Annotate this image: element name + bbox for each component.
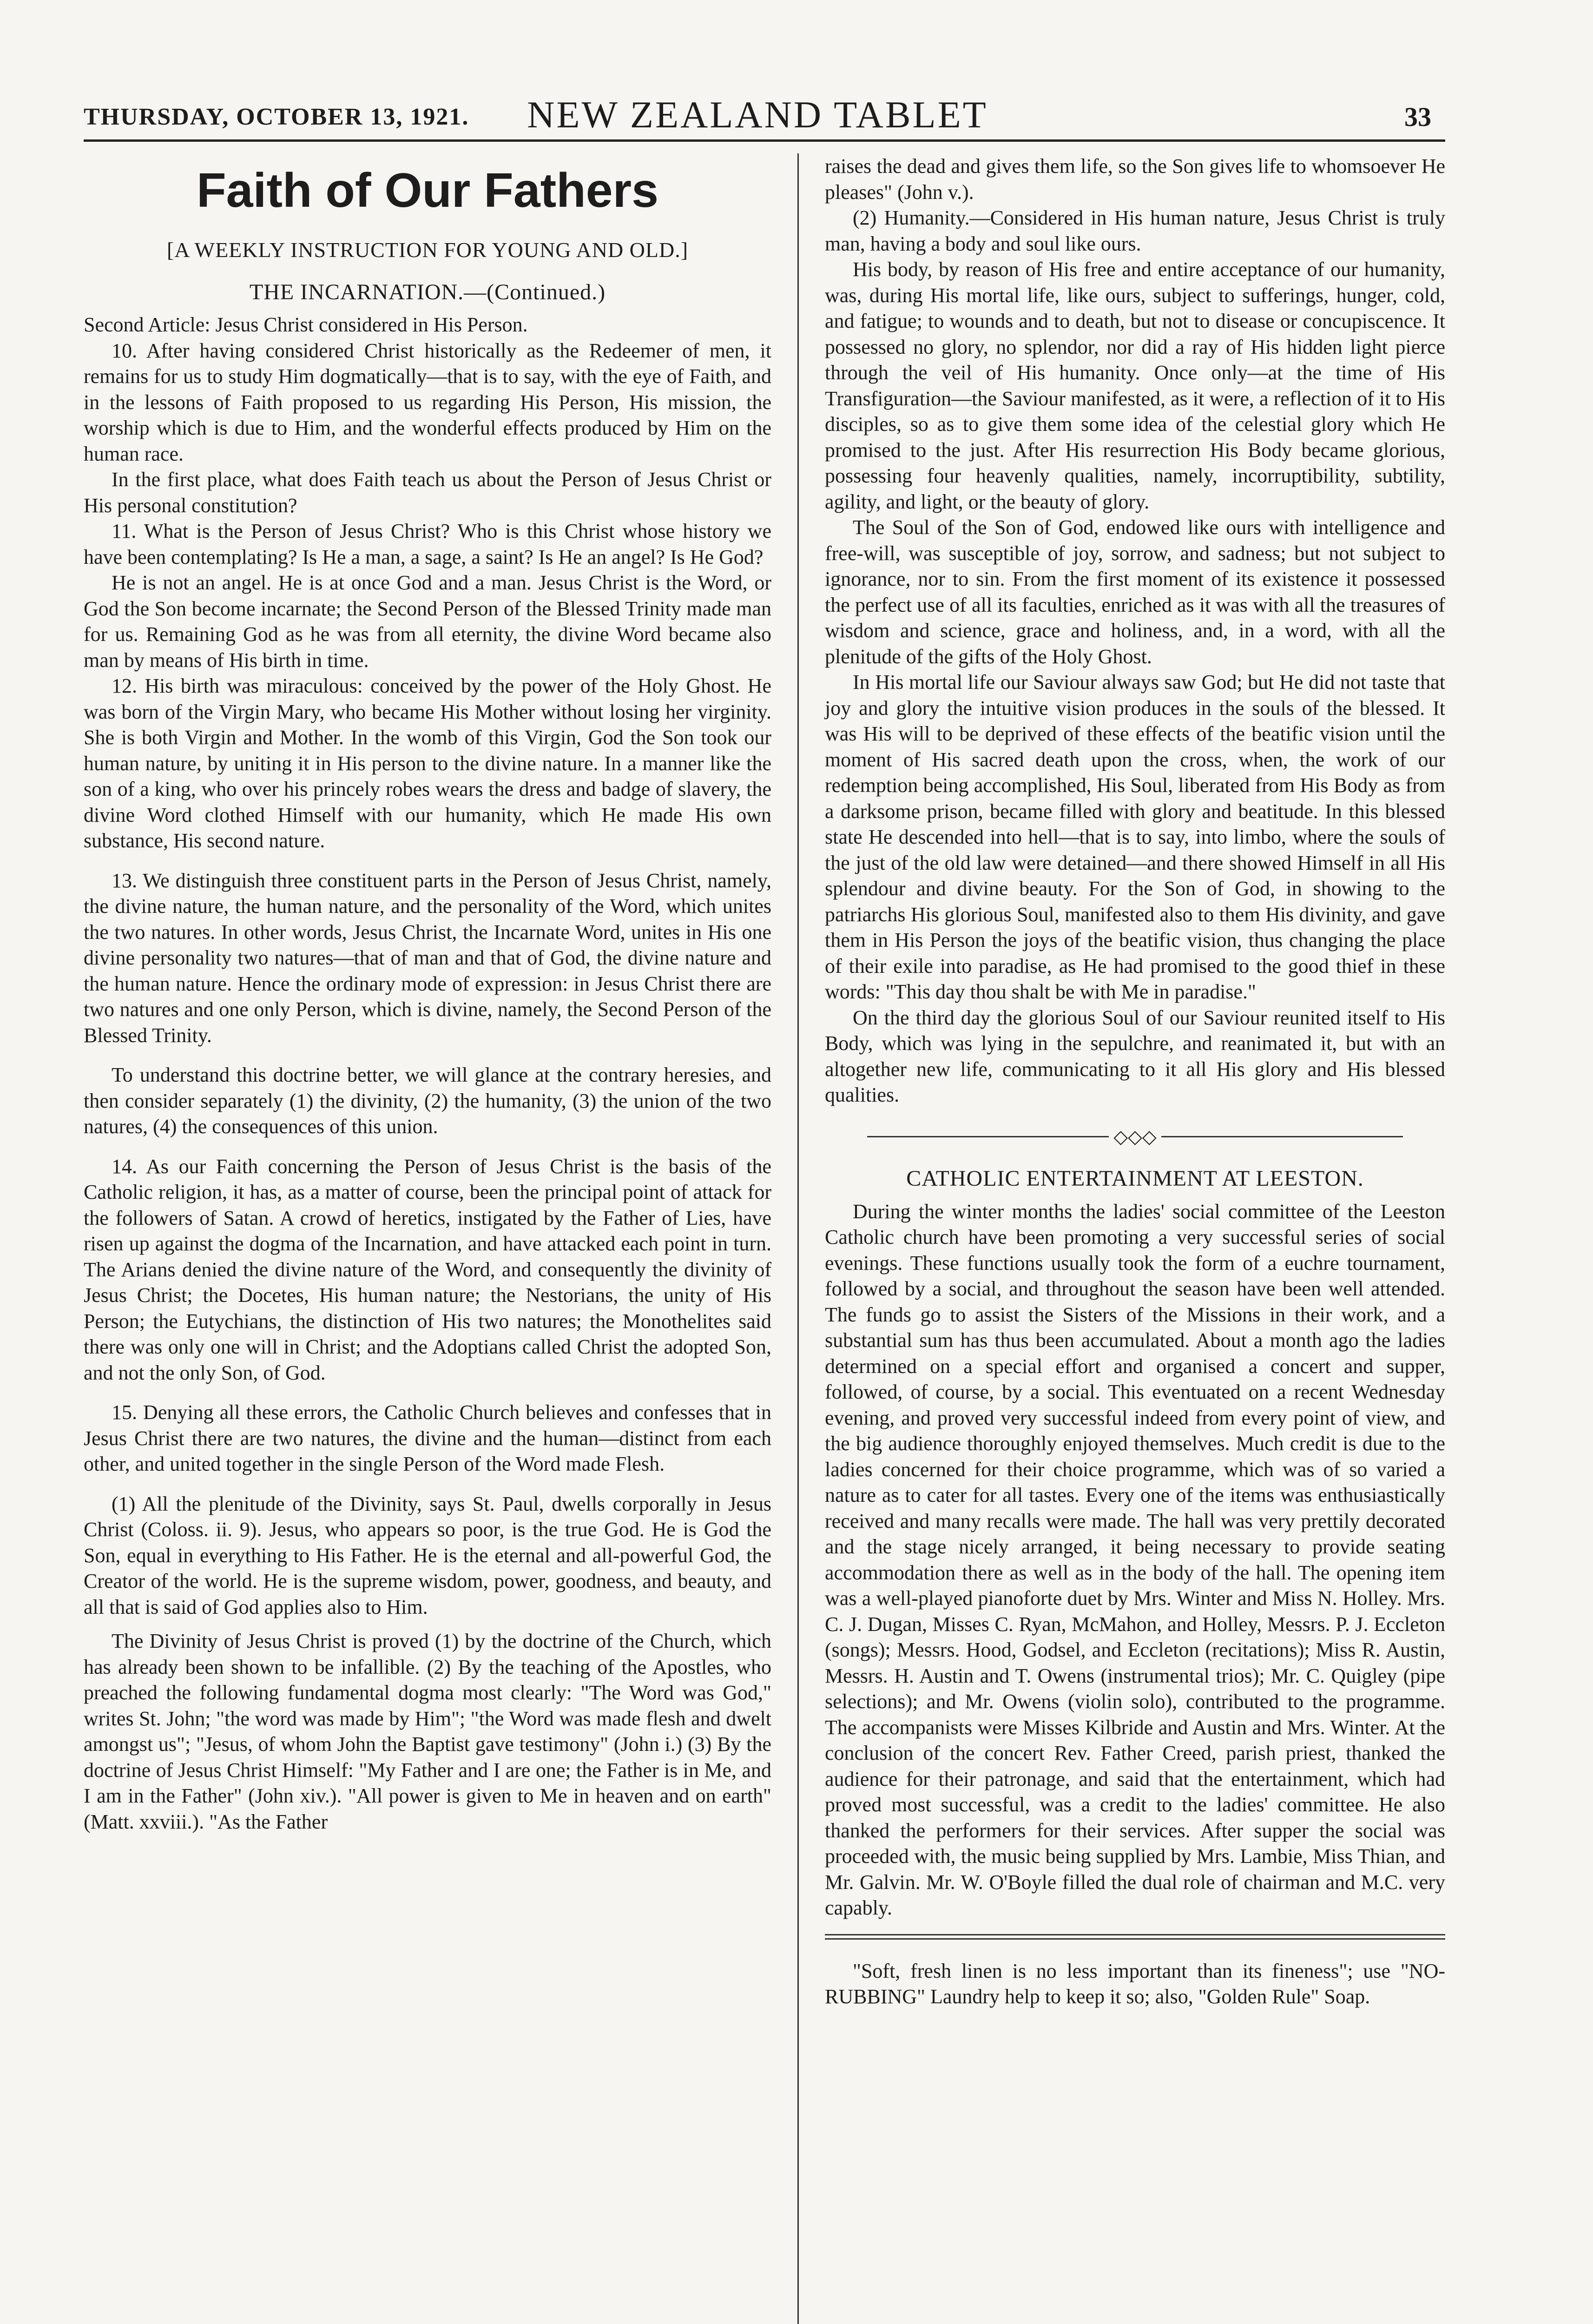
paragraph: 12. His birth was miraculous: conceived by the power of the Holy Ghost. He was born of the Virgin Mary, who became His Mother without losing her virginity. She is both Virgin and Mother. In the womb of this Virgin, God the Son took our human nature, by uniting it in His person to the divine nature. In a manner like the son of a king, who over his princely robes wears the dress and badge of slavery, the divine Word clothed Himself with our humanity, which He made His own substance, His second nature. [84, 674, 771, 852]
header-rule [84, 139, 1445, 142]
paragraph: raises the dead and gives them life, so the Son gives life to whomsoever He pleases" (John v.). [825, 155, 1445, 204]
paragraph: In the first place, what does Faith teach us about the Person of Jesus Christ or His personal constitution? [84, 468, 771, 517]
page-header [84, 93, 1431, 135]
paragraph: The Soul of the Son of God, endowed like ours with intelligence and free-will, was susceptible of joy, sorrow, and sadness; but not subject to ignorance, nor to sin. From the first moment of its existence it possessed the perfect use of all its faculties, enriched as it was with all the treasures of wisdom and science, grace and holiness, and, in a word, with all the plenitude of the gifts of the Holy Ghost. [825, 516, 1445, 668]
masthead-title: NEW ZEALAND TABLET [527, 93, 988, 136]
advertisement-notice: "Soft, fresh linen is no less important than its fineness"; use "NO-RUBBING" Laundry help to keep it so; also, "Golden Rule" Soap. [825, 1959, 1445, 2008]
paragraph: 15. Denying all these errors, the Catholic Church believes and confesses that in Jesus Christ there are two natures, the divine and the human—distinct from each other, and united together in the single Person of the Word made Flesh. [84, 1401, 771, 1475]
separator-line [867, 1136, 1109, 1137]
paragraph: Second Article: Jesus Christ considered in His Person. [84, 313, 528, 336]
paragraph: To understand this doctrine better, we will glance at the contrary heresies, and then consider separately (1) the divinity, (2) the humanity, (3) the union of the two natures, (4) the consequences of this union. [84, 1063, 771, 1138]
double-rule [825, 1934, 1445, 1940]
paragraph: 11. What is the Person of Jesus Christ? Who is this Christ whose history we have been contemplating? Is He a man, a sage, a saint? Is He an angel? Is He God? [84, 520, 771, 568]
article-subtitle: [A WEEKLY INSTRUCTION FOR YOUNG AND OLD.] [166, 238, 689, 262]
right-column [825, 153, 1445, 2010]
page-number: 33 [1404, 102, 1431, 132]
paragraph: During the winter months the ladies' social committee of the Leeston Catholic church have been promoting a very successful series of social evenings. These functions usually took the form of a euchre tournament, followed by a social, and throughout the season have been well attended. The funds go to assist the Sisters of the Missions in their work, and a substantial sum has thus been accumulated. About a month ago the ladies determined on a special effort and organised a concert and supper, followed, of course, by a social. This eventuated on a recent Wednesday evening, and proved very successful indeed from every point of view, and the big audience thoroughly enjoyed themselves. Much credit is due to the ladies concerned for their choice programme, which was of so varied a nature as to cater for all tastes. Every one of the items was enthusiastically received and many recalls were made. The hall was very prettily decorated and the stage nicely arranged, it being necessary to provide seating accommodation there as well as in the body of the hall. The opening item was a well-played pianoforte duet by Mrs. Winter and Miss N. Holley. Mrs. C. J. Dugan, Misses C. Ryan, McMahon, and Holley, Messrs. P. J. Eccleton (songs); Messrs. Hood, Godsel, and Eccleton (recitations); Miss R. Austin, Messrs. H. Austin and T. Owens (instrumental trios); Mr. C. Quigley (pipe selections); and Mr. Owens (violin solo), contributed to the programme. The accompanists were Misses Kilbride and Austin and Mrs. Winter. At the conclusion of the concert Rev. Father Creed, parish priest, thanked the audience for their patronage, and said that the entertainment, which had proved most successful, was a credit to the ladies' committee. He also thanked the performers for their services. After supper the social was proceeded with, the music being supplied by Mrs. Lambie, Miss Thian, and Mr. Galvin. Mr. W. O'Boyle filled the dual role of chairman and M.C. very capably. [825, 1200, 1445, 1920]
section-heading: THE INCARNATION.—(Continued.) [249, 279, 606, 304]
paragraph: His body, by reason of His free and entire acceptance of our humanity, was, during His mortal life, like ours, subject to sufferings, hunger, cold, and fatigue; to wounds and to death, but not to disease or concupiscence. It possessed no glory, no splendor, nor did a ray of His hidden light pierce through the veil of His humanity. Once only—at the time of His Transfiguration—the Saviour manifested, as it were, a reflection of it to His disciples, so as to give them some idea of the celestial glory which He promised to the just. After His resurrection His Body became glorious, possessing four heavenly qualities, namely, incorruptibility, subtility, agility, and light, or the beauty of glory. [825, 258, 1445, 513]
column-divider [797, 153, 799, 2324]
paragraph: In His mortal life our Saviour always saw God; but He did not taste that joy and glory the intuitive vision produces in the souls of the blessed. It was His will to be deprived of these effects of the beatific vision until the moment of His sacred death upon the cross, when, the work of our redemption being accomplished, His Soul, liberated from His Body as from a darksome prison, became filled with glory and beatitude. In this blessed state He descended into hell—that is to say, into limbo, where the souls of the just of the old law were detained—and there showed Himself in all His splendour and divine beauty. For the Son of God, in showing to the patriarchs His glorious Soul, manifested also to them His divinity, and gave them in His Person the joys of the beatific vision, thus changing the place of their exile into paradise, as He had promised to the good thief in these words: "This day thou shalt be with Me in paradise." [825, 671, 1445, 1003]
article-heading: CATHOLIC ENTERTAINMENT AT LEESTON. [906, 1166, 1364, 1191]
issue-date: THURSDAY, OCTOBER 13, 1921. [84, 104, 469, 130]
paragraph: 13. We distinguish three constituent parts in the Person of Jesus Christ, namely, the divine nature, the human nature, and the personality of the Word, which unites the two natures. In other words, Jesus Christ, the Incarnate Word, unites in His one divine personality two natures—that of man and that of God, the divine nature and the human nature. Hence the ordinary mode of expression: in Jesus Christ there are two natures and one only Person, which is divine, namely, the Second Person of the Blessed Trinity. [84, 869, 771, 1047]
paragraph: 10. After having considered Christ historically as the Redeemer of men, it remains for us to study Him dogmatically—that is to say, with the eye of Faith, and in the lessons of Faith proposed to us regarding His Person, His mission, the worship which is due to Him, and the wonderful effects produced by Him on the human race. [84, 339, 771, 465]
article-title: Faith of Our Fathers [197, 164, 658, 218]
paragraph: The Divinity of Jesus Christ is proved (1) by the doctrine of the Church, which has already been shown to be infallible. (2) By the teaching of the Apostles, who preached the following fundamental dogma most clearly: "The Word was God," writes St. John; "the word was made by Him"; "the Word was made flesh and dwelt amongst us"; "Jesus, of whom John the Baptist gave testimony" (John i.) (3) By the doctrine of Jesus Christ Himself: "My Father and I are one; the Father is in Me, and I am in the Father" (John xiv.). "All power is given to Me in heaven and on earth" (Matt. xxviii.). "As the Father [84, 1630, 771, 1833]
paragraph: (2) Humanity.—Considered in His human nature, Jesus Christ is truly man, having a body and soul like ours. [825, 206, 1445, 255]
ornament-icon: ◇◇◇ [1113, 1126, 1157, 1147]
paragraph: (1) All the plenitude of the Divinity, says St. Paul, dwells corporally in Jesus Christ (Coloss. ii. 9). Jesus, who appears so poor, is the true God. He is God the Son, equal in everything to His Father. He is the eternal and all-powerful God, the Creator of the world. He is the supreme wisdom, power, goodness, and beauty, and all that is said of God applies also to Him. [84, 1492, 771, 1618]
section-separator [825, 1122, 1445, 1150]
paragraph: 14. As our Faith concerning the Person of Jesus Christ is the basis of the Catholic religion, it has, as a matter of course, been the principal point of attack for the followers of Satan. A crowd of heretics, instigated by the Father of Lies, have risen up against the dogma of the Incarnation, and have attacked each point in turn. The Arians denied the divine nature of the Word, and consequently the divinity of Jesus Christ; the Docetes, His human nature; the Nestorians, the unity of His Person; the Eutychians, the distinction of His two natures; the Monothelites said there was only one will in Christ; and the Adoptians called Christ the adopted Son, and not the only Son, of God. [84, 1155, 771, 1384]
left-column [84, 153, 771, 1835]
paragraph: He is not an angel. He is at once God and a man. Jesus Christ is the Word, or God the Son become incarnate; the Second Person of the Blessed Trinity made man for us. Remaining God as he was from all eternity, the divine Word became also man by means of His birth in time. [84, 571, 771, 672]
paragraph: On the third day the glorious Soul of our Saviour reunited itself to His Body, which was lying in the sepulchre, and reanimated it, but with an altogether new life, communicating to it all His glory and His blessed qualities. [825, 1006, 1445, 1106]
separator-line [1161, 1136, 1403, 1137]
